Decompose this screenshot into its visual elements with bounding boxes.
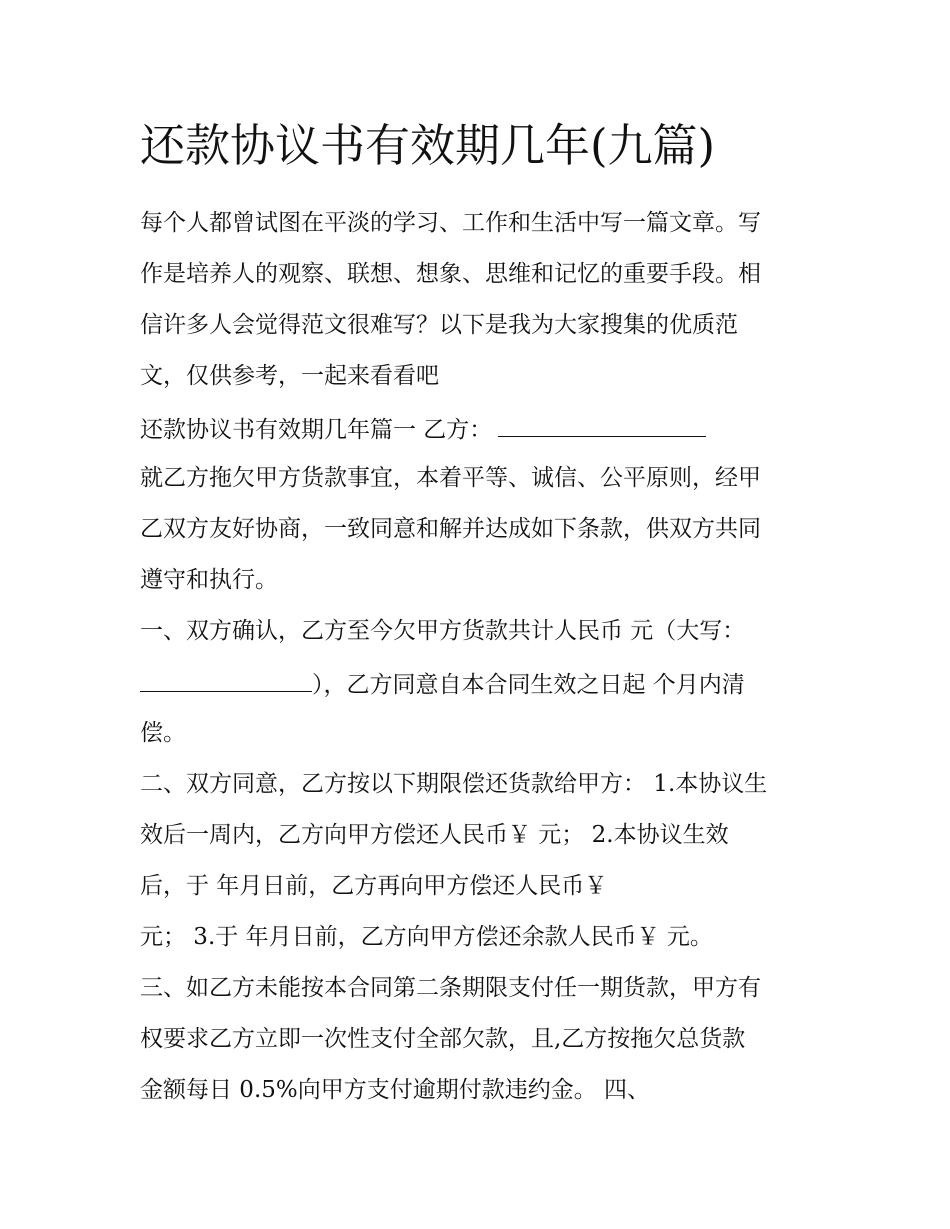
paragraph-text: ），乙方同意自本合同生效之日起 个月内清	[312, 672, 745, 698]
paragraph-line: 偿。	[140, 720, 186, 746]
paragraph-line: 乙双方友好协商，一致同意和解并达成如下条款，供双方共同	[140, 516, 761, 542]
paragraph-line: 效后一周内，乙方向甲方偿还人民币￥ 元； 2.本协议生效	[140, 822, 729, 848]
paragraph-line: 一、双方确认，乙方至今欠甲方货款共计人民币 元（大写：	[140, 618, 746, 644]
paragraph-line: 三、如乙方未能按本合同第二条期限支付任一期货款，甲方有	[140, 975, 761, 1001]
paragraph-line: 作是培养人的观察、联想、想象、思维和记忆的重要手段。相	[140, 261, 761, 287]
fill-in-blank	[498, 412, 706, 437]
paragraph-line: 后，于 年月日前，乙方再向甲方偿还人民币￥	[140, 873, 608, 899]
paragraph-line: 金额每日 0.5%向甲方支付逾期付款违约金。 四、	[140, 1077, 651, 1103]
fill-in-blank	[140, 667, 312, 692]
section-heading-text: 还款协议书有效期几年篇一 乙方：	[140, 417, 493, 443]
paragraph-line: 二、双方同意，乙方按以下期限偿还货款给甲方： 1.本协议生	[140, 771, 768, 797]
paragraph-line-with-blank	[140, 412, 706, 445]
document-title: 还款协议书有效期几年(九篇)	[140, 119, 716, 172]
paragraph-line: 遵守和执行。	[140, 567, 278, 593]
paragraph-line: 元； 3.于 年月日前，乙方向甲方偿还余款人民币￥ 元。	[140, 924, 713, 950]
paragraph-line: 就乙方拖欠甲方货款事宜，本着平等、诚信、公平原则，经甲	[140, 465, 761, 491]
paragraph-line: 信许多人会觉得范文很难写？以下是我为大家搜集的优质范	[140, 312, 738, 338]
paragraph-line: 权要求乙方立即一次性支付全部欠款，且,乙方按拖欠总货款	[140, 1026, 746, 1052]
paragraph-line-with-blank	[140, 667, 745, 700]
paragraph-line: 每个人都曾试图在平淡的学习、工作和生活中写一篇文章。写	[140, 210, 761, 236]
paragraph-line: 文，仅供参考，一起来看看吧	[140, 363, 439, 389]
